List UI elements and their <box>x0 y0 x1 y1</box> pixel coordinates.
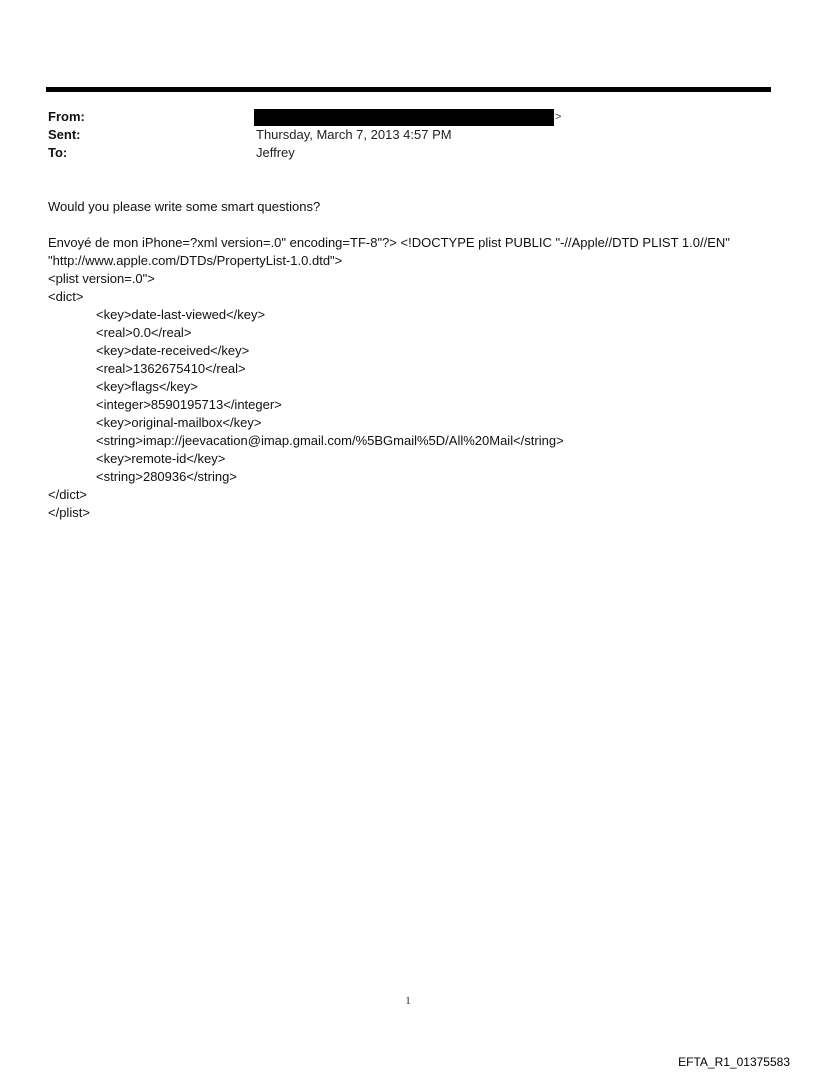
plist-line: <string>280936</string> <box>96 469 237 484</box>
from-row <box>48 108 768 126</box>
plist-line: <string>imap://jeevacation@imap.gmail.com/%5BGmail%5D/All%20Mail</string> <box>96 433 564 448</box>
page-number: 1 <box>405 996 411 1007</box>
document-id: EFTA_R1_01375583 <box>678 1055 790 1069</box>
redaction-block <box>254 109 554 126</box>
header-rule <box>46 87 771 92</box>
closing-line: </plist> <box>48 505 90 520</box>
sent-value: Thursday, March 7, 2013 4:57 PM <box>256 127 452 142</box>
body-line: <plist version=.0"> <box>48 271 155 286</box>
body-line: "http://www.apple.com/DTDs/PropertyList-1.0.dtd"> <box>48 253 343 268</box>
email-body <box>48 198 773 522</box>
sent-row <box>48 126 768 144</box>
body-line: Envoyé de mon iPhone=?xml version=.0" encoding=TF-8"?> <!DOCTYPE plist PUBLIC "-//Apple//DTD PLIST 1.0//EN" <box>48 235 730 250</box>
from-label: From: <box>48 109 85 124</box>
to-label: To: <box>48 145 68 160</box>
closing-line: </dict> <box>48 487 88 502</box>
from-tail: > <box>555 111 562 123</box>
plist-line: <real>0.0</real> <box>96 325 192 340</box>
paragraph-gap <box>48 216 773 234</box>
plist-line: <key>original-mailbox</key> <box>96 415 262 430</box>
plist-line: <key>flags</key> <box>96 379 198 394</box>
email-header <box>48 108 768 162</box>
body-line: <dict> <box>48 289 84 304</box>
plist-line: <real>1362675410</real> <box>96 361 246 376</box>
plist-line: <key>date-received</key> <box>96 343 250 358</box>
plist-line: <key>remote-id</key> <box>96 451 226 466</box>
plist-line: <integer>8590195713</integer> <box>96 397 282 412</box>
to-value: Jeffrey <box>256 145 295 160</box>
plist-line: <key>date-last-viewed</key> <box>96 307 266 322</box>
greeting-line: Would you please write some smart questions? <box>48 199 321 214</box>
to-row <box>48 144 768 162</box>
sent-label: Sent: <box>48 127 81 142</box>
